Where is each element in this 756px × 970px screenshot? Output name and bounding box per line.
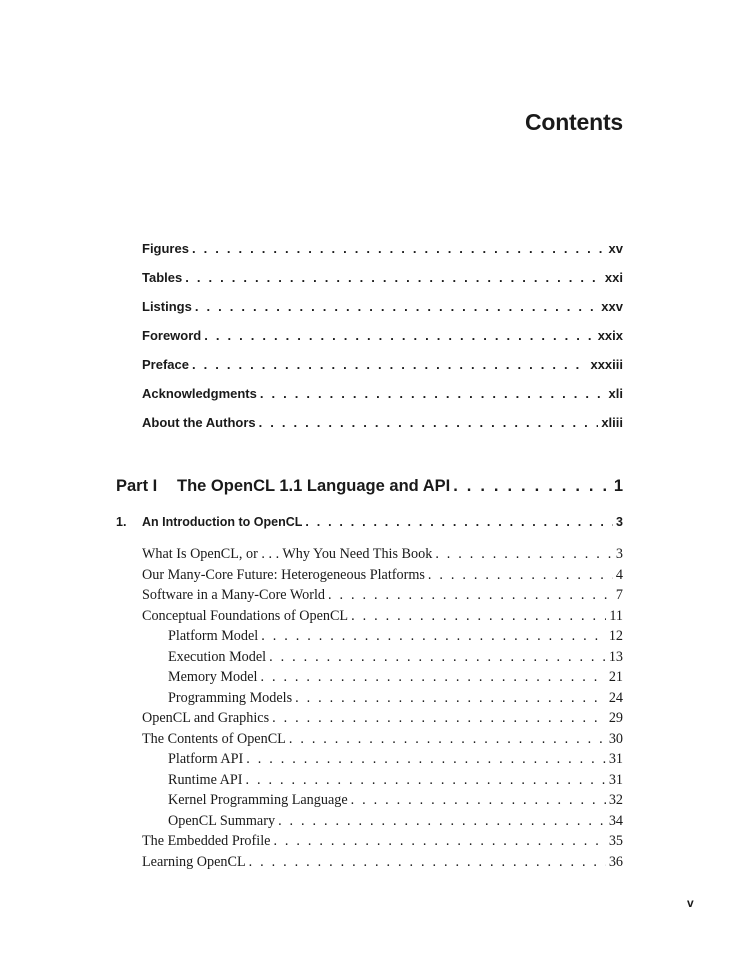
toc-section[interactable] (142, 567, 623, 584)
toc-section-page: 3 (615, 546, 623, 562)
dot-leader (260, 669, 605, 686)
toc-section-label: Memory Model (168, 669, 258, 685)
toc-section-label: Platform API (168, 751, 244, 767)
toc-section-page: 32 (608, 792, 623, 808)
toc-entry-page: xliii (601, 415, 623, 430)
toc-section-label: What Is OpenCL, or . . . Why You Need This Book (142, 546, 433, 562)
toc-section-page: 31 (608, 751, 623, 767)
toc-subsection[interactable] (168, 690, 623, 707)
toc-entry-about-the-authors[interactable] (142, 415, 623, 430)
toc-section-page: 13 (608, 649, 623, 665)
toc-section[interactable] (142, 546, 623, 563)
toc-section[interactable] (142, 833, 623, 850)
toc-entry-preface[interactable] (142, 357, 623, 372)
toc-section-page: 34 (608, 813, 623, 829)
dot-leader (192, 357, 587, 372)
toc-section-page: 24 (608, 690, 623, 706)
dot-leader (269, 649, 606, 666)
toc-section-label: The Contents of OpenCL (142, 731, 286, 747)
dot-leader (261, 628, 606, 645)
toc-entry-label: Listings (142, 299, 192, 314)
dot-leader (259, 415, 599, 430)
chapter-number: 1. (116, 515, 127, 529)
dot-leader (246, 772, 606, 789)
toc-section-page: 4 (615, 567, 623, 583)
part-title: The OpenCL 1.1 Language and API (177, 477, 451, 495)
dot-leader (195, 299, 598, 314)
toc-subsection[interactable] (168, 649, 623, 666)
dot-leader (289, 731, 606, 748)
toc-chapter-1[interactable] (116, 515, 623, 529)
dot-leader (272, 710, 606, 727)
dot-leader (192, 241, 606, 256)
dot-leader (273, 833, 605, 850)
dot-leader (260, 386, 606, 401)
toc-subsection[interactable] (168, 792, 623, 809)
part-number: Part I (116, 477, 158, 495)
toc-section-page: 36 (608, 854, 623, 870)
chapter-title: An Introduction to OpenCL (142, 515, 303, 529)
dot-leader (295, 690, 606, 707)
toc-section-page: 7 (615, 587, 623, 603)
page-title: Contents (524, 109, 623, 135)
toc-entry-listings[interactable] (142, 299, 623, 314)
dot-leader (453, 477, 611, 496)
toc-section[interactable] (142, 587, 623, 604)
toc-section-page: 29 (608, 710, 623, 726)
toc-entry-acknowledgments[interactable] (142, 386, 623, 401)
dot-leader (435, 546, 613, 563)
toc-section[interactable] (142, 854, 623, 871)
toc-section-label: Our Many-Core Future: Heterogeneous Platforms (142, 567, 425, 583)
toc-section-page: 21 (608, 669, 623, 685)
toc-section-label: Software in a Many-Core World (142, 587, 325, 603)
dot-leader (351, 608, 606, 625)
dot-leader (246, 751, 606, 768)
toc-part-1[interactable] (116, 477, 623, 496)
toc-entry-label: About the Authors (142, 415, 256, 430)
toc-section-label: Execution Model (168, 649, 267, 665)
toc-entry-page: xxxiii (590, 357, 623, 372)
toc-section-page: 11 (609, 608, 623, 624)
toc-section-label: OpenCL and Graphics (142, 710, 270, 726)
chapter-page: 3 (616, 515, 623, 529)
toc-subsection[interactable] (168, 628, 623, 645)
toc-entry-page: xxv (601, 299, 623, 314)
toc-entry-label: Tables (142, 270, 183, 285)
toc-entry-label: Foreword (142, 328, 202, 343)
toc-entry-label: Acknowledgments (142, 386, 257, 401)
toc-subsection[interactable] (168, 669, 623, 686)
toc-section-page: 31 (608, 772, 623, 788)
page-number: v (687, 896, 694, 910)
dot-leader (249, 854, 606, 871)
toc-entry-page: xli (608, 386, 623, 401)
part-page: 1 (613, 477, 623, 495)
dot-leader (185, 270, 602, 285)
dot-leader (328, 587, 613, 604)
toc-entry-page: xxi (604, 270, 623, 285)
toc-subsection[interactable] (168, 813, 623, 830)
dot-leader (278, 813, 606, 830)
toc-section-label: OpenCL Summary (168, 813, 276, 829)
toc-section-label: Learning OpenCL (142, 854, 246, 870)
toc-section-label: Conceptual Foundations of OpenCL (142, 608, 349, 624)
toc-entry-page: xxix (597, 328, 623, 343)
toc-section[interactable] (142, 710, 623, 727)
toc-section-page: 30 (608, 731, 623, 747)
dot-leader (351, 792, 606, 809)
dot-leader (204, 328, 594, 343)
toc-entry-figures[interactable] (142, 241, 623, 256)
toc-entry-label: Preface (142, 357, 189, 372)
toc-section-page: 35 (608, 833, 623, 849)
toc-section[interactable] (142, 731, 623, 748)
dot-leader (428, 567, 613, 584)
toc-section-label: The Embedded Profile (142, 833, 271, 849)
toc-subsection[interactable] (168, 772, 623, 789)
toc-section-label: Platform Model (168, 628, 259, 644)
toc-section-label: Programming Models (168, 690, 293, 706)
toc-entry-label: Figures (142, 241, 189, 256)
toc-entry-tables[interactable] (142, 270, 623, 285)
toc-entry-foreword[interactable] (142, 328, 623, 343)
toc-section-label: Kernel Programming Language (168, 792, 348, 808)
toc-section-page: 12 (608, 628, 623, 644)
toc-subsection[interactable] (168, 751, 623, 768)
dot-leader (305, 515, 613, 529)
toc-entry-page: xv (608, 241, 623, 256)
toc-section-label: Runtime API (168, 772, 243, 788)
toc-section[interactable] (142, 608, 623, 625)
